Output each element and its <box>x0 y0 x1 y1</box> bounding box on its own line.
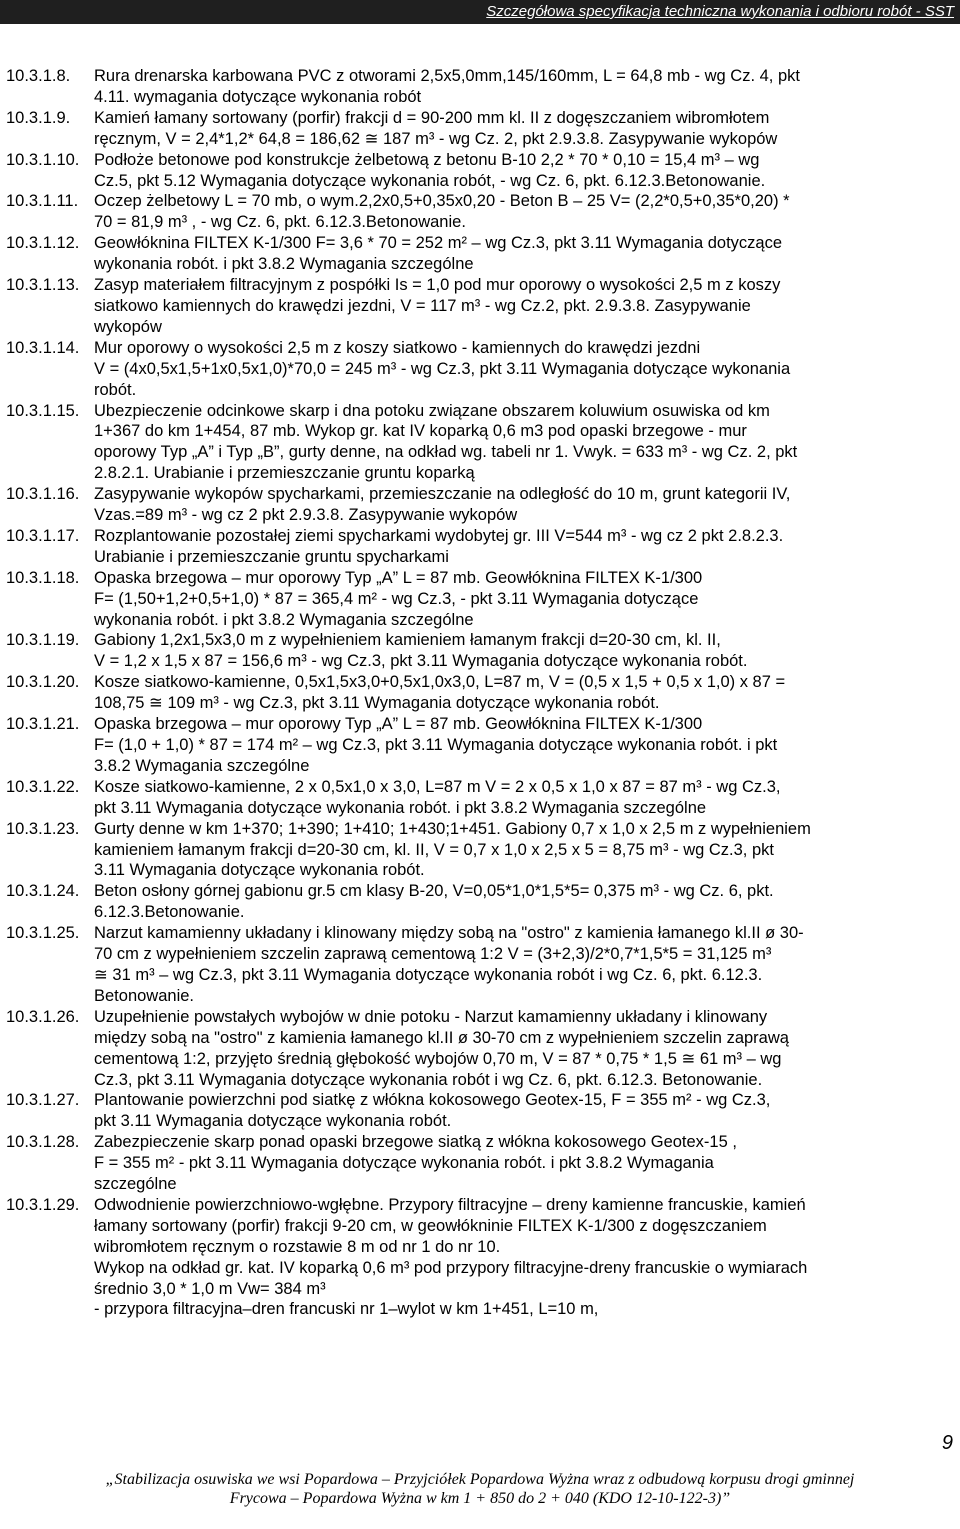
entry-line: pkt 3.11 Wymagania dotyczące wykonania robót. i pkt 3.8.2 Wymagania szczególne <box>94 798 707 817</box>
entry-line: Cz.5, pkt 5.12 Wymagania dotyczące wykonania robót, - wg Cz. 6, pkt. 6.12.3.Betonowanie. <box>94 171 766 190</box>
entry-number: 10.3.1.20. <box>6 673 80 692</box>
entry-text <box>94 568 954 631</box>
entry-line: 108,75 ≅ 109 m³ - wg Cz.3, pkt 3.11 Wymagania dotyczące wykonania robót. <box>94 694 660 713</box>
entry-line: oporowy Typ „A” i Typ „B”, gurty denne, na odkład wg. tabeli nr 1. Vwyk. = 633 m³ - wg Cz. 2, pkt <box>94 443 798 462</box>
entry-line: Rozplantowanie pozostałej ziemi spycharkami wydobytej gr. III V=544 m³ - wg cz 2 pkt 2.8.2.3. <box>94 526 784 545</box>
entry-number: 10.3.1.28. <box>6 1133 80 1152</box>
entry-text <box>94 233 954 275</box>
entry-number: 10.3.1.23. <box>6 819 80 838</box>
entry-number: 10.3.1.27. <box>6 1091 80 1110</box>
document-title: Szczegółowa specyfikacja techniczna wykonania i odbioru robót - SST <box>486 3 954 20</box>
entry-line: Ubezpieczenie odcinkowe skarp i dna potoku związane obszarem koluwium osuwiska od km <box>94 401 770 420</box>
entry-line: 4.11. wymagania dotyczące wykonania robót <box>94 87 422 106</box>
footer-line-2: Frycowa – Popardowa Wyżna w km 1 + 850 do 2 + 040 (KDO 12-10-122-3)” <box>229 1490 731 1507</box>
entry-line: Uzupełnienie powstałych wybojów w dnie potoku - Narzut kamamienny układany i klinowany <box>94 1007 768 1026</box>
entry-line: łamany sortowany (porfir) frakcji 9-20 cm, w geowłókninie FILTEX K-1/300 z dogęszczaniem <box>94 1216 767 1235</box>
entry-line: 3.11 Wymagania dotyczące wykonania robót. <box>94 861 425 880</box>
entry-line: Oczep żelbetowy L = 70 mb, o wym.2,2x0,5+0,35x0,20 - Beton B – 25 V= (2,2*0,5+0,35*0,20) * <box>94 192 790 211</box>
footer <box>0 1470 960 1508</box>
entry-number: 10.3.1.25. <box>6 924 80 943</box>
entry-number: 10.3.1.24. <box>6 882 80 901</box>
spec-entry <box>6 275 954 338</box>
entry-line: cementową 1:2, przyjęto średnią głębokość wybojów 0,70 m, V = 87 * 0,75 * 1,5 ≅ 61 m³ – wg <box>94 1049 782 1068</box>
spec-entry <box>6 714 954 777</box>
page-number: 9 <box>941 1432 953 1454</box>
entry-line: kamieniem łamanym frakcji d=20-30 cm, kl. II, V = 0,7 x 1,0 x 2,5 x 5 = 8,75 m³ - wg Cz.3, pkt <box>94 840 774 859</box>
spec-entry <box>6 568 954 631</box>
spec-entry <box>6 150 954 192</box>
entry-line: siatkowo kamiennych do krawędzi jezdni, V = 117 m³ - wg Cz.2, pkt. 2.9.3.8. Zasypywanie <box>94 296 751 315</box>
entry-text <box>94 484 954 526</box>
entry-number: 10.3.1.26. <box>6 1007 80 1026</box>
footer-line-1: „Stabilizacja osuwiska we wsi Popardowa – Przyjciółek Popardowa Wyżna wraz z odbudową korpusu drogi gminnej <box>105 1471 855 1488</box>
entry-line: 70 = 81,9 m³ , - wg Cz. 6, pkt. 6.12.3.Betonowanie. <box>94 213 466 232</box>
entry-text <box>94 1195 954 1320</box>
entry-text <box>94 191 954 233</box>
entry-line: Odwodnienie powierzchniowo-wgłębne. Przypory filtracyjne – dreny kamienne francuskie, kamień <box>94 1195 806 1214</box>
spec-entry <box>6 338 954 401</box>
spec-entry <box>6 191 954 233</box>
entry-number: 10.3.1.10. <box>6 150 80 169</box>
entry-line: wibromłotem ręcznym o rozstawie 8 m od nr 1 do nr 10. <box>94 1237 501 1256</box>
spec-entry <box>6 1132 954 1195</box>
entry-text <box>94 108 954 150</box>
entry-line: szczególne <box>94 1175 177 1194</box>
entry-line: Beton osłony górnej gabionu gr.5 cm klasy B-20, V=0,05*1,0*1,5*5= 0,375 m³ - wg Cz. 6, pkt. <box>94 882 774 901</box>
entry-line: Vzas.=89 m³ - wg cz 2 pkt 2.9.3.8. Zasypywanie wykopów <box>94 506 518 525</box>
spec-entry <box>6 401 954 485</box>
entry-text <box>94 1090 954 1132</box>
entry-line: średnio 3,0 * 1,0 m Vw= 384 m³ <box>94 1279 326 1298</box>
entry-line: V = (4x0,5x1,5+1x0,5x1,0)*70,0 = 245 m³ - wg Cz.3, pkt 3.11 Wymagania dotyczące wykonania <box>94 359 791 378</box>
entry-number: 10.3.1.9. <box>6 108 71 127</box>
entry-text <box>94 401 954 485</box>
document-body <box>6 66 954 1320</box>
spec-entry <box>6 1195 954 1320</box>
entry-line: Urabianie i przemieszczanie gruntu spycharkami <box>94 547 449 566</box>
entry-line: 70 cm z wypełnieniem szczelin zaprawą cementową 1:2 V = (3+2,3)/2*0,7*1,5*5 = 31,125 m³ <box>94 945 772 964</box>
entry-line: Kosze siatkowo-kamienne, 0,5x1,5x3,0+0,5x1,0x3,0, L=87 m, V = (0,5 x 1,5 + 0,5 x 1,0) x 87 = <box>94 673 786 692</box>
entry-line: F = 355 m² - pkt 3.11 Wymagania dotyczące wykonania robót. i pkt 3.8.2 Wymagania <box>94 1154 714 1173</box>
entry-line: Gabiony 1,2x1,5x3,0 m z wypełnieniem kamieniem łamanym frakcji d=20-30 cm, kl. II, <box>94 631 721 650</box>
entry-text <box>94 819 954 882</box>
entry-line: Zabezpieczenie skarp ponad opaski brzegowe siatką z włókna kokosowego Geotex-15 , <box>94 1133 737 1152</box>
header-bar <box>0 0 960 24</box>
entry-line: pkt 3.11 Wymagania dotyczące wykonania robót. <box>94 1112 452 1131</box>
entry-line: 6.12.3.Betonowanie. <box>94 903 245 922</box>
entry-line: Wykop na odkład gr. kat. IV koparką 0,6 m³ pod przypory filtracyjne-dreny francuskie o wymiarach <box>94 1258 808 1277</box>
entry-line: ręcznym, V = 2,4*1,2* 64,8 = 186,62 ≅ 187 m³ - wg Cz. 2, pkt 2.9.3.8. Zasypywanie wykopów <box>94 129 778 148</box>
spec-entry <box>6 630 954 672</box>
entry-number: 10.3.1.19. <box>6 631 80 650</box>
entry-text <box>94 338 954 401</box>
entry-line: Opaska brzegowa – mur oporowy Typ „A” L = 87 mb. Geowłóknina FILTEX K-1/300 <box>94 715 703 734</box>
entry-line: wykonania robót. i pkt 3.8.2 Wymagania szczególne <box>94 610 474 629</box>
entry-text <box>94 526 954 568</box>
entry-number: 10.3.1.22. <box>6 777 80 796</box>
entry-line: F= (1,0 + 1,0) * 87 = 174 m² – wg Cz.3, pkt 3.11 Wymagania dotyczące wykonania robót. i pkt <box>94 736 778 754</box>
entry-line: Gurty denne w km 1+370; 1+390; 1+410; 1+430;1+451. Gabiony 0,7 x 1,0 x 2,5 m z wypełnieniem <box>94 819 811 838</box>
spec-entry <box>6 66 954 108</box>
spec-entry <box>6 777 954 819</box>
entry-line: F= (1,50+1,2+0,5+1,0) * 87 = 365,4 m² - wg Cz.3, - pkt 3.11 Wymagania dotyczące <box>94 589 699 608</box>
entry-line: robót. <box>94 380 137 399</box>
entry-text <box>94 630 954 672</box>
entry-number: 10.3.1.12. <box>6 234 80 253</box>
entry-text <box>94 1007 954 1091</box>
entry-text <box>94 275 954 338</box>
entry-number: 10.3.1.16. <box>6 485 80 504</box>
entry-number: 10.3.1.8. <box>6 67 71 85</box>
entry-text <box>94 881 954 923</box>
entry-text <box>94 714 954 777</box>
entry-line: Narzut kamamienny układany i klinowany między sobą na "ostro" z kamienia łamanego kl.II ø 30- <box>94 924 804 943</box>
entry-line: Kosze siatkowo-kamienne, 2 x 0,5x1,0 x 3,0, L=87 m V = 2 x 0,5 x 1,0 x 87 = 87 m³ - wg Cz.3, <box>94 777 781 796</box>
entry-line: 1+367 do km 1+454, 87 mb. Wykop gr. kat IV koparką 0,6 m3 pod opaski brzegowe - mur <box>94 422 747 441</box>
entry-line: Podłoże betonowe pod konstrukcje żelbetową z betonu B-10 2,2 * 70 * 0,10 = 15,4 m³ – wg <box>94 150 760 169</box>
entry-line: wykopów <box>94 317 162 336</box>
spec-entry <box>6 233 954 275</box>
entry-line: wykonania robót. i pkt 3.8.2 Wymagania szczególne <box>94 255 474 274</box>
entry-number: 10.3.1.14. <box>6 338 80 357</box>
entry-number: 10.3.1.13. <box>6 276 80 295</box>
entry-line: Opaska brzegowa – mur oporowy Typ „A” L = 87 mb. Geowłóknina FILTEX K-1/300 <box>94 568 703 587</box>
entry-text <box>94 672 954 714</box>
entry-text <box>94 1132 954 1195</box>
entry-line: Kamień łamany sortowany (porfir) frakcji d = 90-200 mm kl. II z dogęszczaniem wibromłotem <box>94 108 770 127</box>
entry-line: Zasyp materiałem filtracyjnym z pospółki Is = 1,0 pod mur oporowy o wysokości 2,5 m z koszy <box>94 276 781 295</box>
entry-number: 10.3.1.21. <box>6 715 80 734</box>
entry-line: między sobą na "ostro" z kamienia łamanego kl.II ø 30-70 cm z wypełnieniem szczelin zaprawą <box>94 1028 789 1047</box>
entry-number: 10.3.1.17. <box>6 526 80 545</box>
spec-entry <box>6 484 954 526</box>
spec-entry <box>6 108 954 150</box>
entry-line: - przypora filtracyjna–dren francuski nr 1–wylot w km 1+451, L=10 m, <box>94 1300 599 1319</box>
entry-line: Geowłóknina FILTEX K-1/300 F= 3,6 * 70 = 252 m² – wg Cz.3, pkt 3.11 Wymagania dotyczące <box>94 234 783 253</box>
spec-entry <box>6 881 954 923</box>
entry-number: 10.3.1.15. <box>6 401 80 420</box>
entry-line: 3.8.2 Wymagania szczególne <box>94 756 310 775</box>
entry-number: 10.3.1.11. <box>6 192 79 211</box>
entry-line: Plantowanie powierzchni pod siatkę z włókna kokosowego Geotex-15, F = 355 m² - wg Cz.3, <box>94 1091 771 1110</box>
entry-line: 2.8.2.1. Urabianie i przemieszczanie gruntu koparką <box>94 464 475 483</box>
entry-text <box>94 150 954 192</box>
entry-line: Zasypywanie wykopów spycharkami, przemieszczanie na odległość do 10 m, grunt kategorii IV, <box>94 485 791 504</box>
entry-number: 10.3.1.18. <box>6 568 80 587</box>
spec-entry <box>6 923 954 1007</box>
entry-line: Betonowanie. <box>94 986 194 1005</box>
entry-text <box>94 66 954 108</box>
entry-text <box>94 923 954 1007</box>
spec-entry <box>6 1007 954 1091</box>
entry-line: Rura drenarska karbowana PVC z otworami 2,5x5,0mm,145/160mm, L = 64,8 mb - wg Cz. 4, pkt <box>94 67 800 85</box>
entry-line: V = 1,2 x 1,5 x 87 = 156,6 m³ - wg Cz.3, pkt 3.11 Wymagania dotyczące wykonania robót. <box>94 652 748 671</box>
spec-entry <box>6 672 954 714</box>
entry-number: 10.3.1.29. <box>6 1195 80 1214</box>
entry-line: Cz.3, pkt 3.11 Wymagania dotyczące wykonania robót i wg Cz. 6, pkt. 6.12.3. Betonowanie. <box>94 1070 763 1089</box>
spec-entry <box>6 1090 954 1132</box>
spec-entry <box>6 819 954 882</box>
entry-line: ≅ 31 m³ – wg Cz.3, pkt 3.11 Wymagania dotyczące wykonania robót i wg Cz. 6, pkt. 6.12.3. <box>94 965 763 984</box>
entry-text <box>94 777 954 819</box>
spec-entry <box>6 526 954 568</box>
entry-line: Mur oporowy o wysokości 2,5 m z koszy siatkowo - kamiennych do krawędzi jezdni <box>94 338 701 357</box>
